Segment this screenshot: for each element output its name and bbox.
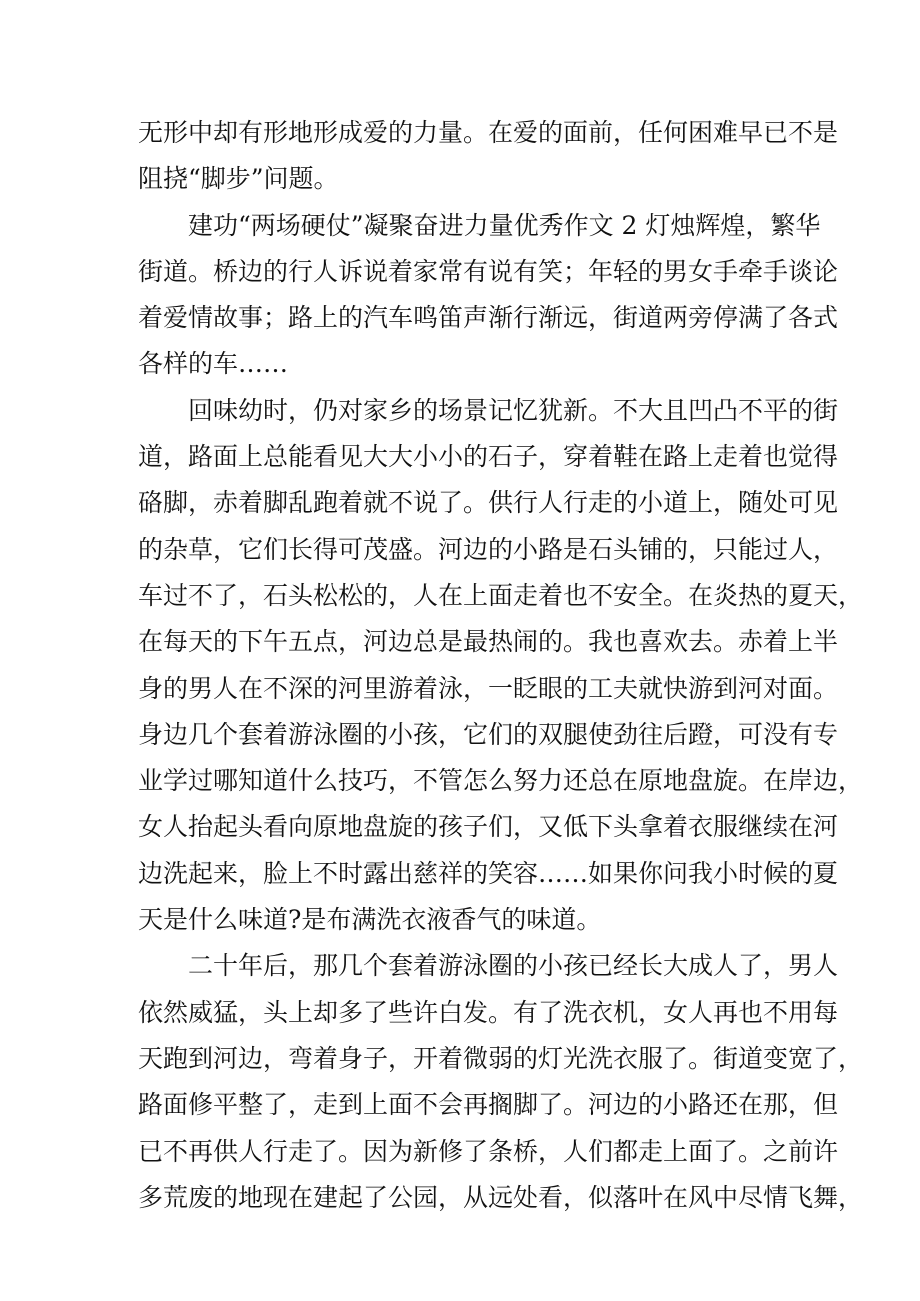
text-line: 着爱情故事；路上的汽车鸣笛声渐行渐远，街道两旁停满了各式 xyxy=(138,303,839,333)
text-line: 道，路面上总能看见大大小小的石子，穿着鞋在路上走着也觉得 xyxy=(138,442,839,472)
text-line: 在每天的下午五点，河边总是最热闹的。我也喜欢去。赤着上半 xyxy=(138,627,839,657)
text-line: 回味幼时，仍对家乡的场景记忆犹新。不大且凹凸不平的街 xyxy=(138,395,839,425)
text-line: 车过不了，石头松松的，人在上面走着也不安全。在炎热的夏天， xyxy=(138,580,864,610)
text-line: 身的男人在不深的河里游着泳，一眨眼的工夫就快游到河对面。 xyxy=(138,673,839,703)
text-line: 天是什么味道?是布满洗衣液香气的味道。 xyxy=(138,905,602,935)
text-line: 多荒废的地现在建起了公园，从远处看，似落叶在风中尽情飞舞， xyxy=(138,1182,864,1212)
text-line: 建功“两场硬仗”凝聚奋进力量优秀作文 2 灯烛辉煌，繁华 xyxy=(138,210,821,240)
text-line: 依然威猛，头上却多了些许白发。有了洗衣机，女人再也不用每 xyxy=(138,997,839,1027)
text-line: 边洗起来，脸上不时露出慈祥的笑容……如果你问我小时候的夏 xyxy=(138,858,839,888)
text-line: 身边几个套着游泳圈的小孩，它们的双腿使劲往后蹬，可没有专 xyxy=(138,719,839,749)
essay-text xyxy=(138,110,864,1221)
text-line: 女人抬起头看向原地盘旋的孩子们，又低下头拿着衣服继续在河 xyxy=(138,812,839,842)
text-line: 街道。桥边的行人诉说着家常有说有笑；年轻的男女手牵手谈论 xyxy=(138,256,839,286)
text-line: 已不再供人行走了。因为新修了条桥，人们都走上面了。之前许 xyxy=(138,1136,839,1166)
text-line: 硌脚，赤着脚乱跑着就不说了。供行人行走的小道上，随处可见 xyxy=(138,488,839,518)
text-line: 二十年后，那几个套着游泳圈的小孩已经长大成人了，男人 xyxy=(138,951,839,981)
text-line: 路面修平整了，走到上面不会再搁脚了。河边的小路还在那，但 xyxy=(138,1090,839,1120)
text-line: 阻挠“脚步”问题。 xyxy=(138,164,339,194)
text-line: 业学过哪知道什么技巧，不管怎么努力还总在原地盘旋。在岸边， xyxy=(138,766,864,796)
text-line: 各样的车…… xyxy=(138,349,289,379)
text-line: 天跑到河边，弯着身子，开着微弱的灯光洗衣服了。街道变宽了， xyxy=(138,1043,864,1073)
text-line: 无形中却有形地形成爱的力量。在爱的面前，任何困难早已不是 xyxy=(138,118,839,147)
text-line: 的杂草，它们长得可茂盛。河边的小路是石头铺的，只能过人， xyxy=(138,534,839,564)
